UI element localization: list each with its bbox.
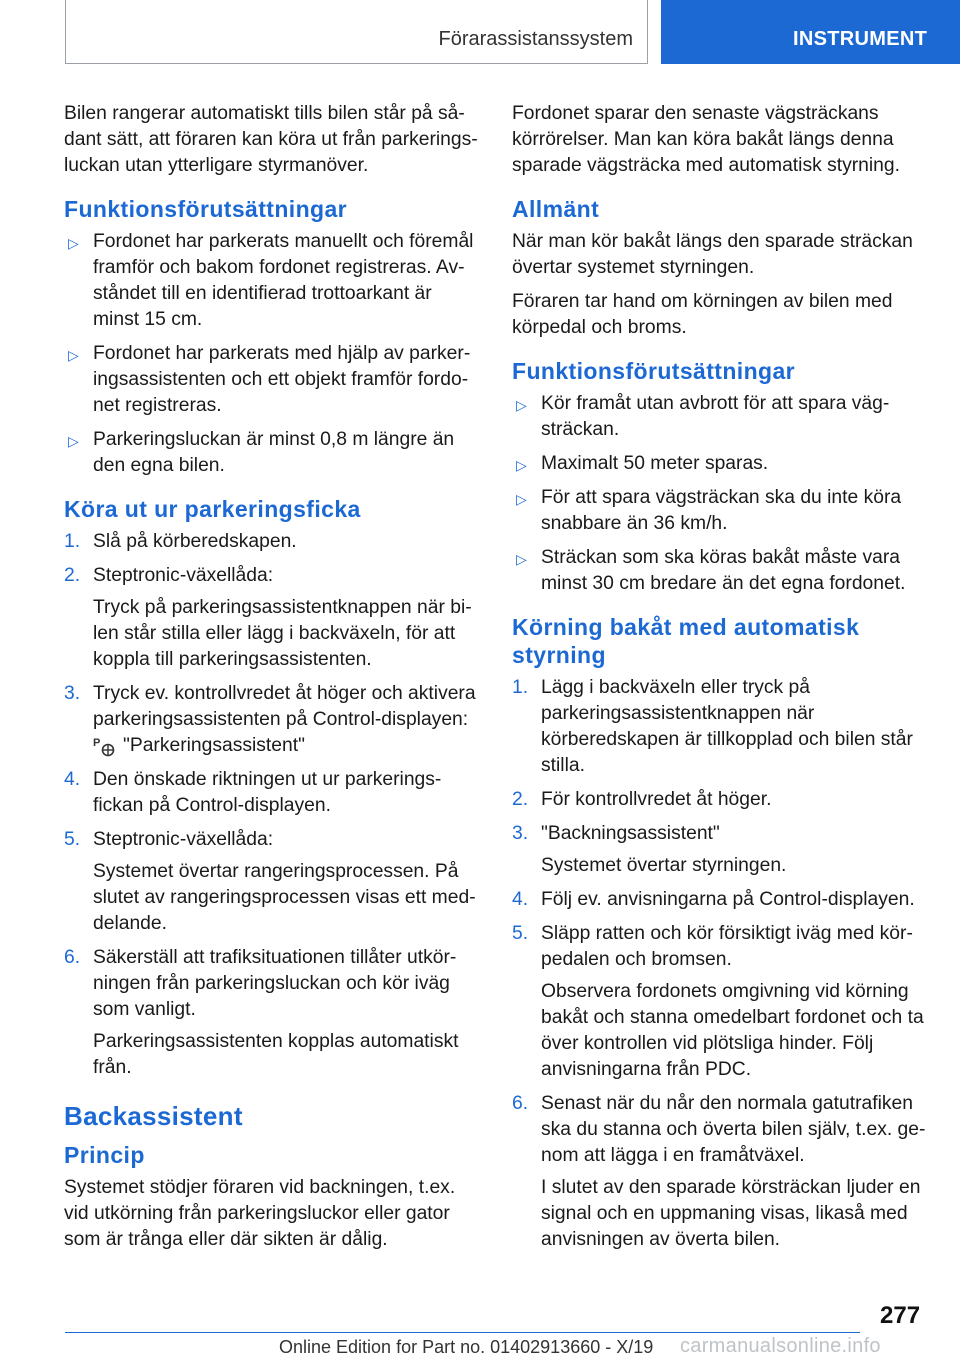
general-text-2: Föraren tar hand om körningen av bilen med körpedal och broms.	[512, 291, 893, 338]
right-intro: Fordonet sparar den senaste vägsträckans körrörelser. Man kan köra bakåt längs denna sparade vägsträcka med automatisk styrning.	[512, 103, 900, 176]
triangle-bullet-icon: ▷	[516, 551, 527, 567]
left-column	[64, 101, 478, 1261]
triangle-bullet-icon: ▷	[516, 397, 527, 413]
watermark: carmanualsonline.info	[680, 1335, 881, 1357]
list-item: 2. Steptronic-växellåda: Tryck på parkeringsassistentknappen när bilen står stilla eller lägg i backväxeln, för att koppla till parkeringsassistenten.	[64, 565, 472, 670]
footer-divider	[65, 1332, 860, 1333]
list-item: 1. Lägg i backväxeln eller tryck på parkeringsassistentknappen när körberedskapen är tillkopplad och bilen står stilla.	[512, 677, 913, 776]
triangle-bullet-icon: ▷	[68, 433, 79, 449]
page-number: 277	[880, 1302, 921, 1329]
header-section-box	[65, 0, 648, 64]
list-item: 6. Säkerställ att trafiksituationen tillåter utkörningen från parkeringsluckan och kör iväg som vanligt. Parkeringsassistenten kopplas automatiskt från.	[64, 947, 459, 1078]
header-chapter-tab[interactable]	[661, 0, 960, 64]
list-item: ▷ För att spara vägsträckan ska du inte köra snabbare än 36 km/h.	[516, 487, 902, 534]
principle-text: Systemet stödjer föraren vid backningen, t.ex. vid utkörning från parkeringsluckor eller gator som är trånga eller där sikten är dålig.	[64, 1177, 456, 1250]
list-item: ▷ Parkeringsluckan är minst 0,8 m längre än den egna bilen.	[68, 429, 455, 476]
triangle-bullet-icon: ▷	[516, 491, 527, 507]
footer-edition: Online Edition for Part no. 01402913660 - X/19	[279, 1337, 654, 1357]
header-section-title: Förarassistanssystem	[438, 28, 633, 50]
triangle-bullet-icon: ▷	[516, 457, 527, 473]
list-item: ▷ Maximalt 50 meter sparas.	[512, 451, 926, 477]
heading-back-assistant: Backassistent	[64, 1101, 243, 1131]
parking-assistant-icon	[93, 735, 115, 757]
heading-prereq-left: Funktionsförutsättningar	[64, 196, 348, 222]
heading-exit-parking: Köra ut ur parkeringsficka	[64, 496, 361, 522]
list-item: ▷ Sträckan som ska köras bakåt måste vara minst 30 cm bredare än det egna fordonet.	[516, 547, 906, 594]
left-intro: Bilen rangerar automatiskt tills bilen står på sådant sätt, att föraren kan köra ut från parkeringsluckan utan ytterligare styrmanöver.	[64, 103, 478, 176]
list-item: 3. "Backningsassistent" Systemet övertar styrningen.	[512, 823, 787, 876]
list-item: 2. För kontrollvredet åt höger.	[512, 789, 772, 810]
menu-item-parking-assistant: "Parkeringsassistent"	[123, 735, 305, 756]
heading-prereq-right: Funktionsförutsättningar	[512, 358, 796, 384]
heading-auto-reverse: Körning bakåt med automatisk styrning	[512, 614, 860, 668]
heading-general: Allmänt	[512, 196, 600, 222]
triangle-bullet-icon: ▷	[68, 235, 79, 251]
list-item: 5. Släpp ratten och kör försiktigt iväg med körpedalen och bromsen. Observera fordonets omgivning vid körning bakåt och stanna omedelbart fordonet och ta över kontrollen vid plötsliga hinder. Följ anvisningarna från PDC.	[512, 923, 924, 1080]
list-item: 3. Tryck ev. kontrollvredet åt höger och aktivera parkeringsassistenten på Control-displayen: P "Parkeringsassistent"	[64, 683, 476, 756]
list-item: 6. Senast när du når den normala gatutrafiken ska du stanna och överta bilen själv, t.ex. genom att lägga i en framåtväxel. I slutet av den sparade körsträckan ljuder en signal och en uppmaning visas, likaså med anvisningen av överta bilen.	[512, 1093, 926, 1250]
prereq-list-left	[64, 229, 478, 479]
prereq-list-right	[512, 391, 926, 597]
exit-steps	[64, 529, 478, 1081]
list-item: ▷ Kör framåt utan avbrott för att spara vägsträckan.	[516, 393, 890, 440]
auto-reverse-steps	[512, 675, 926, 1253]
list-item: 5. Steptronic-växellåda: Systemet övertar rangeringsprocessen. På slutet av rangeringsprocessen visas ett meddelande.	[64, 829, 476, 934]
list-item: ▷ Fordonet har parkerats med hjälp av parkeringsassistenten och ett objekt framför fordonet registreras.	[68, 343, 471, 416]
list-item: 1. Slå på körberedskapen.	[64, 531, 297, 552]
heading-principle: Princip	[64, 1142, 145, 1168]
list-item: 4. Den önskade riktningen ut ur parkeringsfickan på Control-displayen.	[64, 769, 442, 816]
triangle-bullet-icon: ▷	[68, 347, 79, 363]
header-chapter-title: INSTRUMENT	[793, 28, 928, 50]
list-item: ▷ Fordonet har parkerats manuellt och föremål framför och bakom fordonet registreras. Avståndet till en identifierad trottoarkant är minst 15 cm.	[68, 231, 474, 330]
right-column	[512, 101, 926, 1261]
svg-text:P: P	[93, 736, 101, 749]
general-text-1: När man kör bakåt längs den sparade sträckan övertar systemet styrningen.	[512, 231, 913, 278]
list-item: 4. Följ ev. anvisningarna på Control-displayen.	[512, 889, 915, 910]
